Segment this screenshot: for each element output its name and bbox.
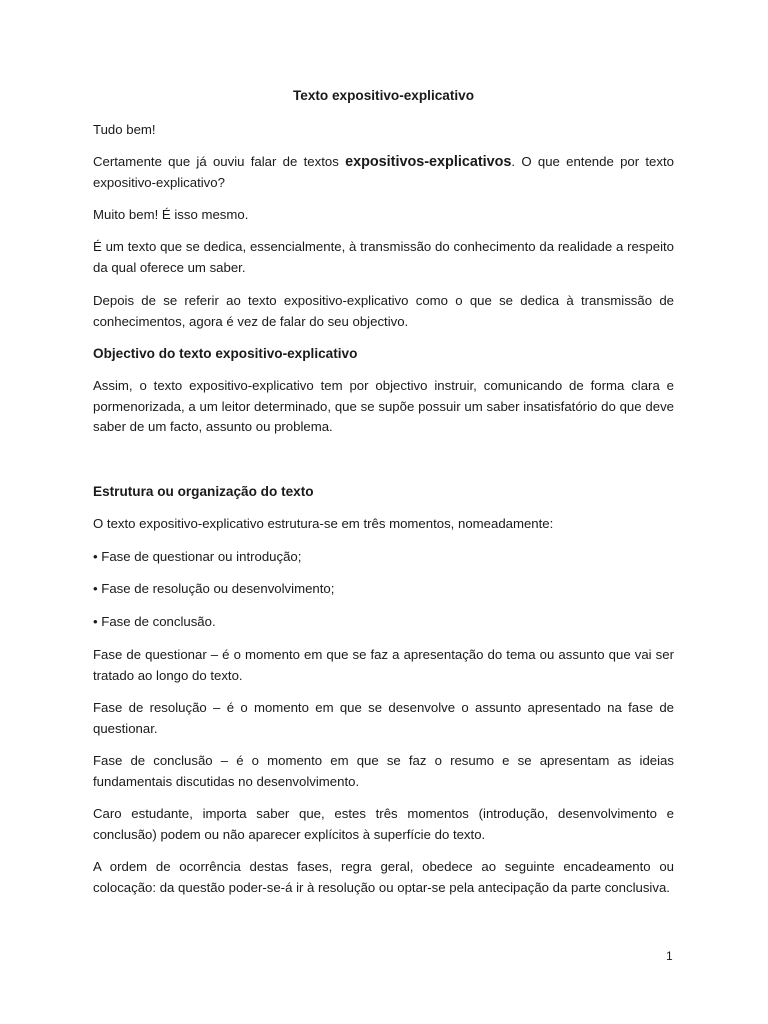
list-item-phase-3: • Fase de conclusão. [93, 614, 216, 629]
paragraph-definition: É um texto que se dedica, essencialmente, à transmissão do conhecimento da realidade a respeito da qual oferece um saber. [93, 239, 674, 275]
page-number: 1 [666, 949, 673, 963]
highlighted-term: expositivos-explicativos [345, 154, 512, 170]
paragraph-order: A ordem de ocorrência destas fases, regra geral, obedece ao seguinte encadeamento ou colocação: da questão poder-se-á ir à resolução ou optar-se pela antecipação da parte conclusiva. [93, 859, 674, 895]
paragraph-intro-start: Certamente que já ouviu falar de textos [93, 154, 346, 169]
paragraph-note: Caro estudante, importa saber que, estes três momentos (introdução, desenvolvimento e conclusão) podem ou não aparecer explícitos à superfície do texto. [93, 806, 674, 842]
paragraph-transition: Depois de se referir ao texto expositivo-explicativo como o que se dedica à transmissão de conhecimentos, agora é vez de falar do seu objectivo. [93, 293, 674, 329]
list-item-phase-2: • Fase de resolução ou desenvolvimento; [93, 581, 335, 596]
paragraph-intro-end: . O que entende por texto expositivo-explicativo? [93, 154, 674, 190]
heading-structure: Estrutura ou organização do texto [93, 484, 314, 499]
list-item-phase-1: • Fase de questionar ou introdução; [93, 549, 302, 564]
paragraph-structure: O texto expositivo-explicativo estrutura-se em três momentos, nomeadamente: [93, 516, 554, 531]
paragraph-phase-conclusion: Fase de conclusão – é o momento em que se faz o resumo e se apresentam as ideias fundamentais discutidas no desenvolvimento. [93, 753, 674, 789]
heading-objective: Objectivo do texto expositivo-explicativo [93, 346, 358, 361]
paragraph-phase-resolution: Fase de resolução – é o momento em que se desenvolve o assunto apresentado na fase de questionar. [93, 700, 674, 736]
paragraph-objective: Assim, o texto expositivo-explicativo tem por objectivo instruir, comunicando de forma clara e pormenorizada, a um leitor determinado, que se supõe possuir um saber insatisfatório do que deve saber de um facto, assunto ou problema. [93, 378, 674, 434]
paragraph-affirmation: Muito bem! É isso mesmo. [93, 207, 249, 222]
document-title: Texto expositivo-explicativo [292, 88, 475, 103]
paragraph-phase-questioning: Fase de questionar – é o momento em que se faz a apresentação do tema ou assunto que vai ser tratado ao longo do texto. [93, 647, 674, 683]
paragraph-greeting: Tudo bem! [93, 122, 156, 137]
paragraph-intro [93, 152, 674, 193]
